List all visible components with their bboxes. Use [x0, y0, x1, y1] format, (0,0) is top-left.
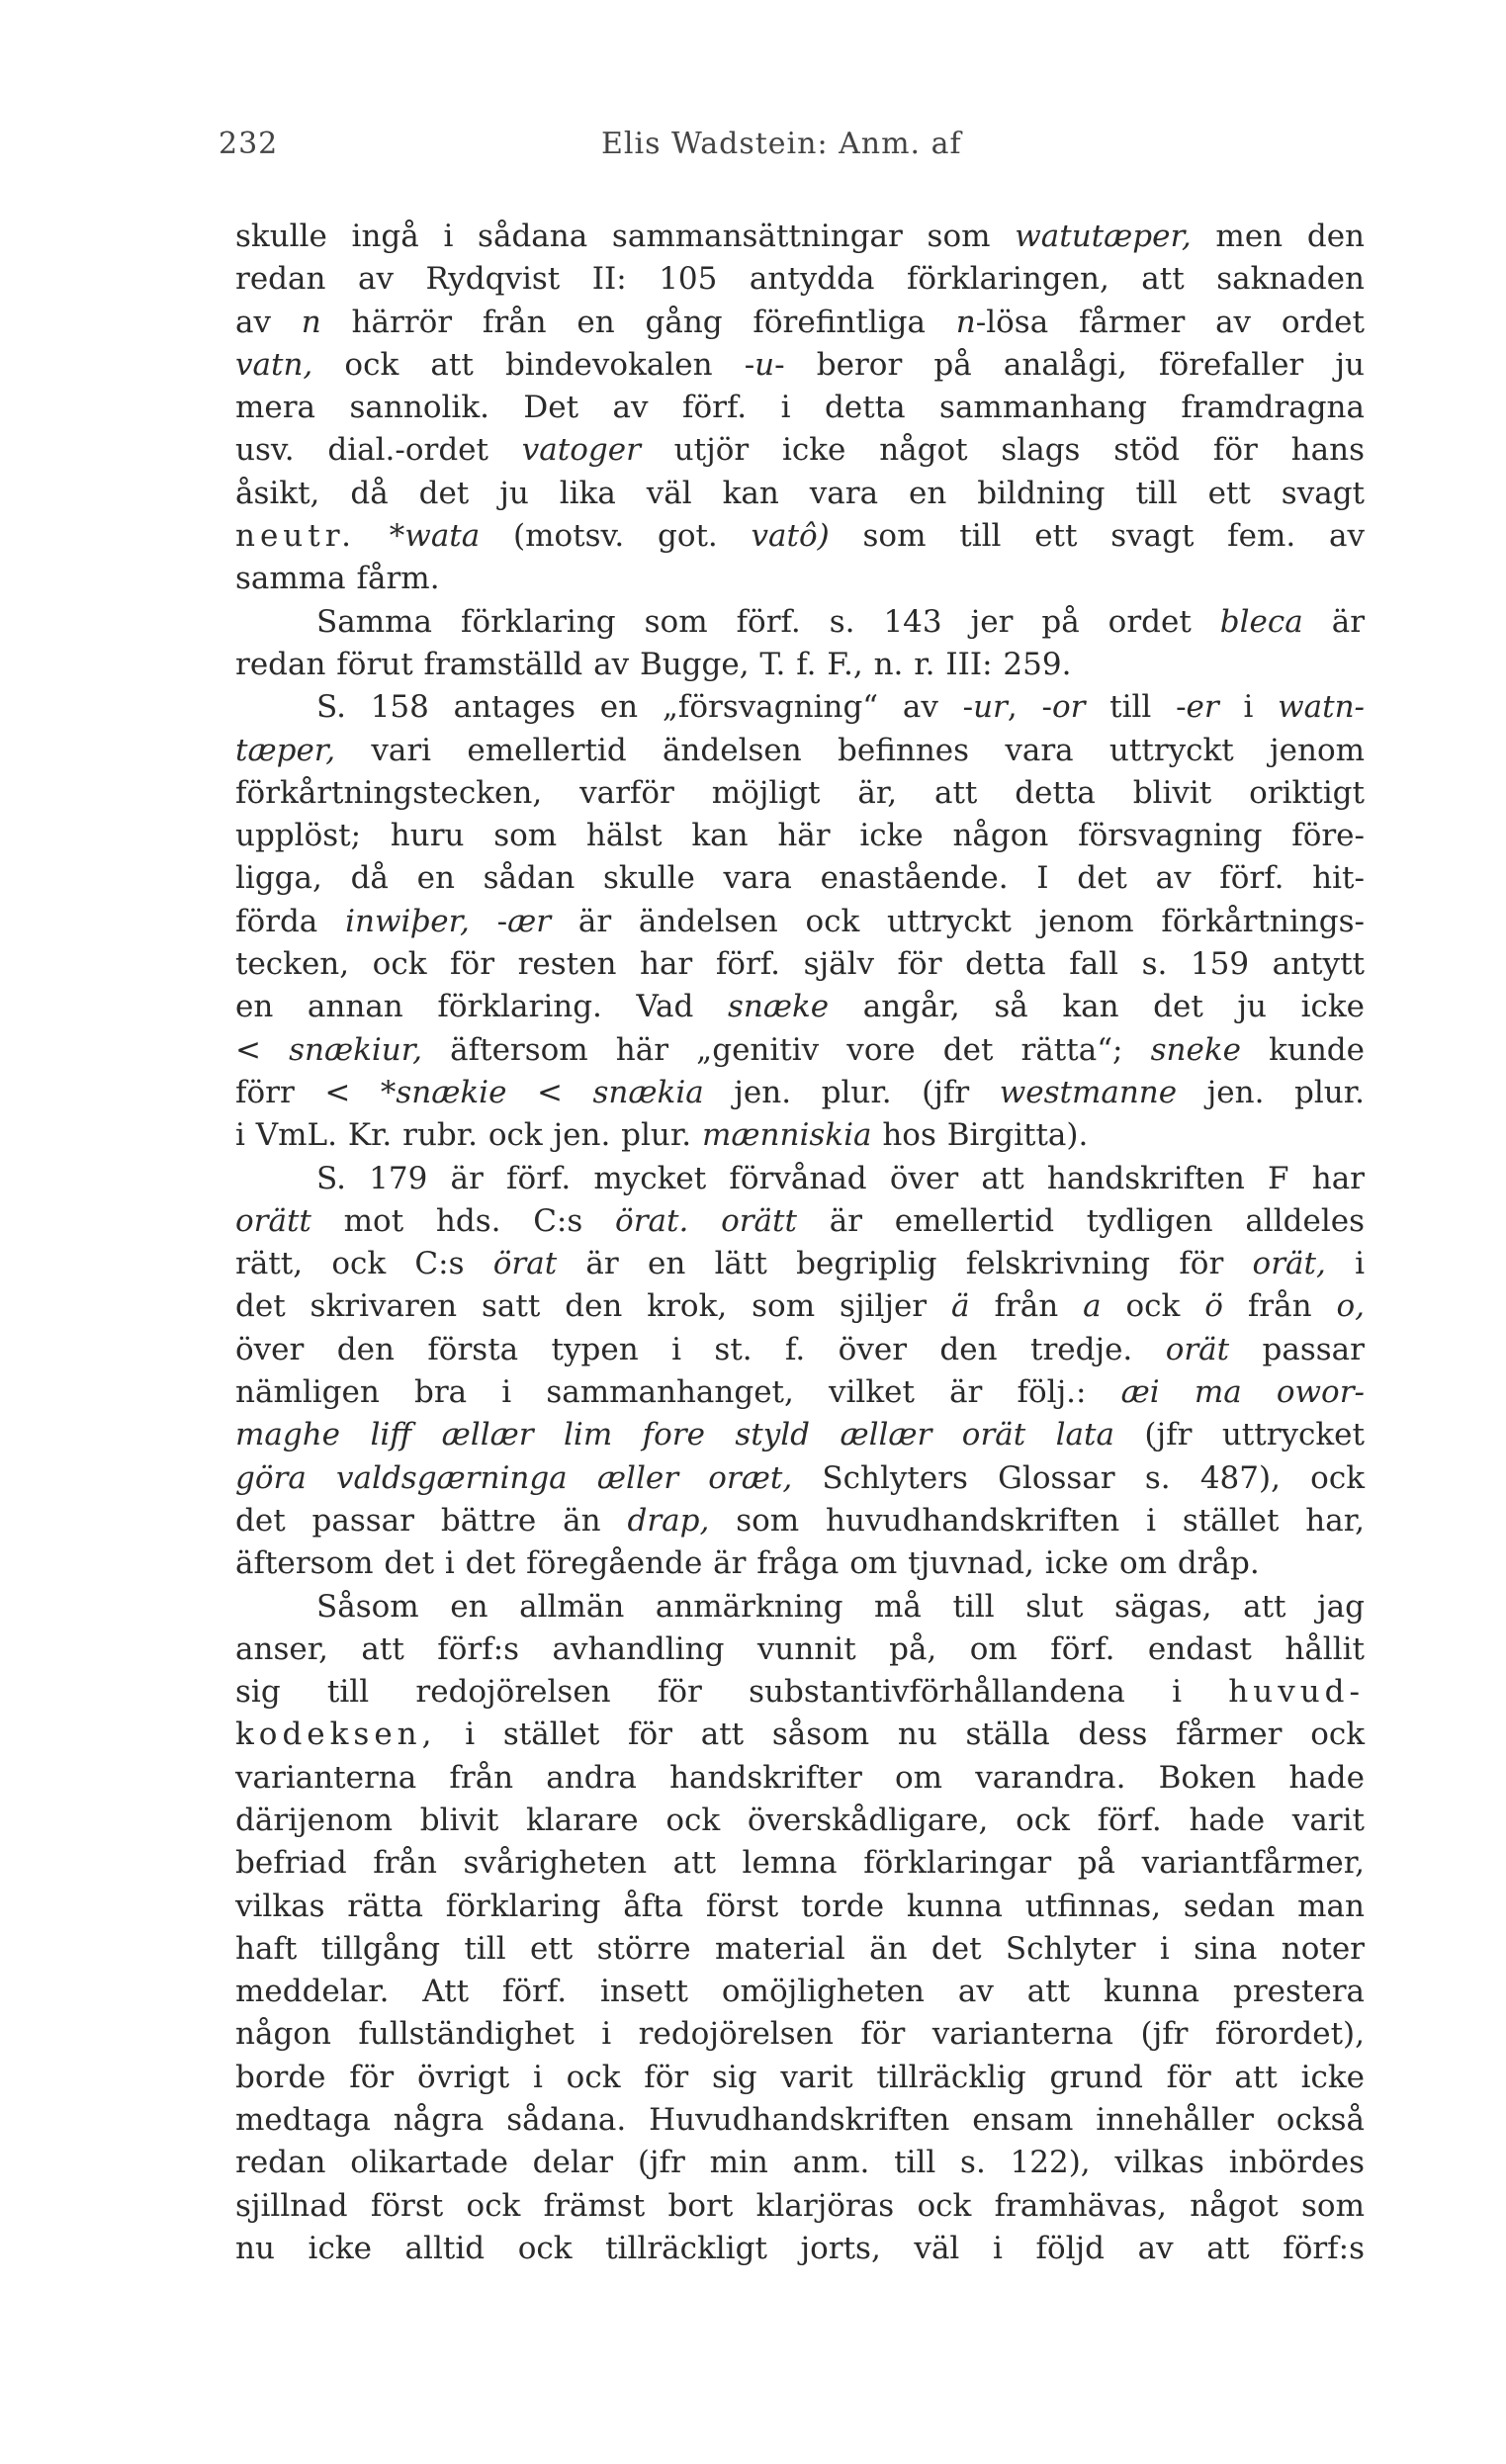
- text-line: [235, 1029, 1365, 1072]
- text-span: skulle ingå i sådana sammansättningar som: [235, 219, 1016, 254]
- text-line: [235, 1072, 1365, 1114]
- text-span: utjör icke något slags stöd för hans: [640, 432, 1365, 469]
- italic-term: snækiur,: [289, 1031, 423, 1068]
- text-line: [235, 2142, 1365, 2184]
- text-span: <: [235, 1031, 290, 1068]
- italic-term: orät: [1165, 1331, 1230, 1367]
- text-line: [235, 1757, 1365, 1800]
- text-span: borde för övrigt i ock för sig varit tillräcklig grund för att icke: [235, 2059, 1365, 2095]
- italic-term: orätt: [721, 1202, 797, 1239]
- text-span: kunde: [1240, 1031, 1365, 1068]
- text-line: [235, 216, 1365, 258]
- text-span: är ändelsen ock uttryckt jenom förkårtnings-: [551, 903, 1365, 939]
- text-span: som huvudhandskriften i stället har,: [709, 1502, 1365, 1539]
- text-span: redan av Rydqvist II: 105 antydda förklaringen, att saknaden: [235, 261, 1365, 298]
- text-span: - beror på analågi, förefaller ju: [774, 346, 1365, 383]
- text-span: S. 158 antages en „försvagning“ av -: [316, 689, 974, 726]
- text-span: Samma förklaring som förf. s. 143 jer på ordet: [316, 603, 1220, 640]
- text-span: Schlyters Glossar s. 487), ock: [792, 1459, 1365, 1496]
- text-line: [235, 1628, 1365, 1671]
- italic-term: örat.: [615, 1202, 689, 1239]
- text-line: [235, 1158, 1365, 1200]
- text-span: jen. plur. (jfr: [703, 1074, 1000, 1110]
- text-span: ock: [1101, 1288, 1205, 1325]
- text-span: en annan förklaring. Vad: [235, 989, 728, 1025]
- text-span: till -: [1085, 689, 1187, 726]
- text-span: (motsv. got.: [480, 518, 752, 555]
- text-span: förr <: [235, 1074, 381, 1110]
- italic-term: o,: [1336, 1288, 1366, 1325]
- text-span: från: [1222, 1288, 1337, 1325]
- text-span: någon fullständighet i redojörelsen för varianterna (jfr förordet),: [235, 2016, 1365, 2053]
- text-span: mera sannolik. Det av förf. i detta sammanhang framdragna: [235, 390, 1365, 426]
- text-line: [235, 644, 1365, 686]
- text-line: [235, 258, 1365, 301]
- page-number: 232: [219, 127, 279, 161]
- text-line: [235, 1414, 1365, 1456]
- text-span: det passar bättre än: [235, 1502, 628, 1539]
- italic-term: örat: [492, 1246, 558, 1282]
- text-span: hos Birgitta).: [871, 1117, 1089, 1154]
- italic-term: orätt: [235, 1202, 311, 1239]
- italic-term: ö: [1204, 1288, 1223, 1325]
- text-line: [235, 1285, 1365, 1328]
- text-span: nu icke alltid ock tillräckligt jorts, väl i följd av att förf:s: [235, 2230, 1365, 2266]
- text-span: , -: [1007, 689, 1052, 726]
- spaced-term: neutr.: [235, 518, 357, 555]
- text-line: [235, 1329, 1365, 1371]
- text-span: åsikt, då det ju lika väl kan vara en bildning till ett svagt: [235, 475, 1365, 511]
- text-line: [235, 2185, 1365, 2228]
- text-line: [235, 686, 1365, 729]
- text-span: ock att bindevokalen -: [312, 346, 755, 383]
- text-line: [235, 1371, 1365, 1414]
- text-span: [688, 1203, 721, 1239]
- text-line: [235, 1800, 1365, 1842]
- text-line: [235, 2057, 1365, 2099]
- text-span: i stället för att såsom nu ställa dess fårmer ock: [436, 1716, 1365, 1753]
- text-line: [235, 1114, 1365, 1157]
- text-span: (jfr uttrycket: [1113, 1417, 1365, 1453]
- text-span: förda: [235, 903, 346, 939]
- text-line: [235, 1500, 1365, 1542]
- text-span: meddelar. Att förf. insett omöjligheten av att kunna prestera: [235, 1974, 1365, 2010]
- text-line: [235, 986, 1365, 1028]
- italic-term: westmanne: [999, 1074, 1178, 1110]
- italic-term: snæke: [727, 989, 830, 1025]
- text-line: [235, 943, 1365, 986]
- text-span: haft tillgång till ett större material än det Schlyter i sina noter: [235, 1930, 1365, 1967]
- italic-term: ær: [507, 903, 552, 939]
- spaced-term: huvud-: [1228, 1674, 1365, 1711]
- spaced-term: kodeksen,: [235, 1716, 437, 1753]
- text-span: därijenom blivit klarare ock överskådligare, ock förf. hade varit: [235, 1802, 1365, 1838]
- text-span: jen. plur.: [1177, 1074, 1365, 1110]
- text-line: [235, 515, 1365, 558]
- text-span: av: [235, 304, 302, 340]
- italic-term: vatn,: [235, 346, 313, 383]
- italic-term: mænniskia: [702, 1117, 872, 1154]
- italic-term: ur: [973, 689, 1008, 726]
- text-line: [235, 857, 1365, 900]
- text-line: [235, 1542, 1365, 1585]
- italic-term: n: [301, 304, 321, 340]
- text-span: befriad från svårigheten att lemna förklaringar på variantfårmer,: [235, 1845, 1365, 1882]
- text-line: [235, 1243, 1365, 1285]
- text-span: sjillnad först ock främst bort klarjöras ock framhävas, något som: [235, 2187, 1365, 2224]
- text-line: [235, 2099, 1365, 2142]
- text-line: [235, 429, 1365, 472]
- text-line: [235, 2013, 1365, 2056]
- italic-term: *snækie: [380, 1074, 507, 1110]
- italic-term: or: [1051, 689, 1086, 726]
- text-span: äftersom det i det föregående är fråga om tjuvnad, icke om dråp.: [235, 1545, 1260, 1582]
- text-line: [235, 901, 1365, 943]
- text-span: äftersom här „genitiv vore det rätta“;: [422, 1031, 1151, 1068]
- italic-term: a: [1083, 1288, 1102, 1325]
- italic-term: *wata: [389, 518, 481, 555]
- text-span: från: [969, 1288, 1084, 1325]
- running-title: Elis Wadstein: Anm. af: [601, 127, 962, 161]
- text-span: redan förut framställd av Bugge, T. f. F., n. r. III: 259.: [235, 646, 1072, 682]
- text-line: [235, 730, 1365, 772]
- text-line: [235, 1928, 1365, 1971]
- text-line: [235, 772, 1365, 815]
- italic-term: drap,: [627, 1502, 710, 1539]
- text-span: angår, så kan det ju icke: [829, 989, 1365, 1025]
- text-span: sig till redojörelsen för substantivförhållandena i: [235, 1674, 1229, 1711]
- text-span: är emellertid tydligen alldeles: [796, 1202, 1365, 1239]
- text-line: [235, 1714, 1365, 1756]
- text-line: [235, 1671, 1365, 1714]
- text-line: [235, 473, 1365, 515]
- italic-term: maghe liff ællær lim fore styld ællær orät lata: [235, 1417, 1114, 1453]
- text-line: [235, 1457, 1365, 1500]
- text-line: [235, 302, 1365, 344]
- text-span: i: [1218, 689, 1279, 726]
- text-line: [235, 1842, 1365, 1885]
- italic-term: inwiþer,: [345, 903, 470, 939]
- text-span: i VmL. Kr. rubr. ock jen. plur.: [235, 1117, 703, 1154]
- text-span: Såsom en allmän anmärkning må till slut sägas, att jag: [316, 1588, 1365, 1625]
- text-span: ligga, då en sådan skulle vara enastående. I det av förf. hit-: [235, 860, 1365, 897]
- text-span: mot hds. C:s: [310, 1202, 616, 1239]
- text-span: är: [1302, 603, 1366, 640]
- text-line: [235, 558, 1365, 600]
- italic-term: snækia: [592, 1074, 704, 1110]
- italic-term: vatoger: [521, 432, 641, 469]
- italic-term: æi ma owor-: [1120, 1374, 1365, 1411]
- italic-term: tæper,: [235, 732, 336, 768]
- italic-term: ä: [951, 1288, 970, 1325]
- italic-term: watn-: [1278, 689, 1366, 726]
- italic-term: sneke: [1150, 1031, 1241, 1068]
- text-span: redan olikartade delar (jfr min anm. till s. 122), vilkas inbördes: [235, 2145, 1365, 2181]
- body-text: [235, 216, 1365, 2270]
- text-span: det skrivaren satt den krok, som sjiljer: [235, 1288, 952, 1325]
- text-line: [235, 1971, 1365, 2013]
- text-line: [235, 1586, 1365, 1628]
- italic-term: bleca: [1219, 603, 1303, 640]
- text-line: [235, 1200, 1365, 1243]
- text-span: -: [469, 903, 508, 939]
- italic-term: orät,: [1252, 1246, 1326, 1282]
- text-span: förkårtningstecken, varför möjligt är, att detta blivit oriktigt: [235, 774, 1365, 811]
- text-span: i: [1325, 1246, 1366, 1282]
- italic-term: u: [754, 346, 775, 383]
- text-span: <: [506, 1074, 593, 1110]
- text-span: som till ett svagt fem. av: [829, 518, 1365, 555]
- text-span: är en lätt begriplig felskrivning för: [557, 1246, 1253, 1282]
- italic-term: göra valdsgærninga æller oræt,: [235, 1459, 793, 1496]
- text-span: över den första typen i st. f. över den tredje.: [235, 1331, 1166, 1367]
- italic-term: er: [1186, 689, 1219, 726]
- text-line: [235, 387, 1365, 429]
- text-span: passar: [1229, 1331, 1365, 1367]
- text-span: [356, 518, 390, 554]
- text-span: samma fårm.: [235, 561, 440, 597]
- text-span: varianterna från andra handskrifter om varandra. Boken hade: [235, 1759, 1365, 1796]
- text-line: [235, 1886, 1365, 1928]
- text-span: S. 179 är förf. mycket förvånad över att handskriften F har: [316, 1160, 1365, 1196]
- text-span: rätt, ock C:s: [235, 1246, 493, 1282]
- text-span: medtaga några sådana. Huvudhandskriften ensam innehåller också: [235, 2102, 1365, 2139]
- text-span: vilkas rätta förklaring åfta först torde kunna utfinnas, sedan man: [235, 1888, 1365, 1924]
- italic-term: n: [955, 304, 976, 340]
- text-span: usv. dial.-ordet: [235, 432, 522, 469]
- text-line: [235, 601, 1365, 644]
- text-line: [235, 344, 1365, 387]
- text-span: men den: [1191, 219, 1365, 254]
- italic-term: watutæper,: [1015, 219, 1192, 254]
- text-span: vari emellertid ändelsen befinnes vara uttryckt jenom: [335, 732, 1365, 768]
- text-span: härrör från en gång förefintliga: [320, 304, 956, 340]
- text-span: -lösa fårmer av ordet: [975, 304, 1365, 340]
- italic-term: vatô): [751, 518, 830, 555]
- text-line: [235, 815, 1365, 857]
- text-span: tecken, ock för resten har förf. själv för detta fall s. 159 antytt: [235, 946, 1365, 983]
- text-span: nämligen bra i sammanhanget, vilket är följ.:: [235, 1374, 1121, 1411]
- text-span: anser, att förf:s avhandling vunnit på, om förf. endast hållit: [235, 1630, 1365, 1667]
- text-span: upplöst; huru som hälst kan här icke någon försvagning före-: [235, 818, 1365, 854]
- text-line: [235, 2228, 1365, 2270]
